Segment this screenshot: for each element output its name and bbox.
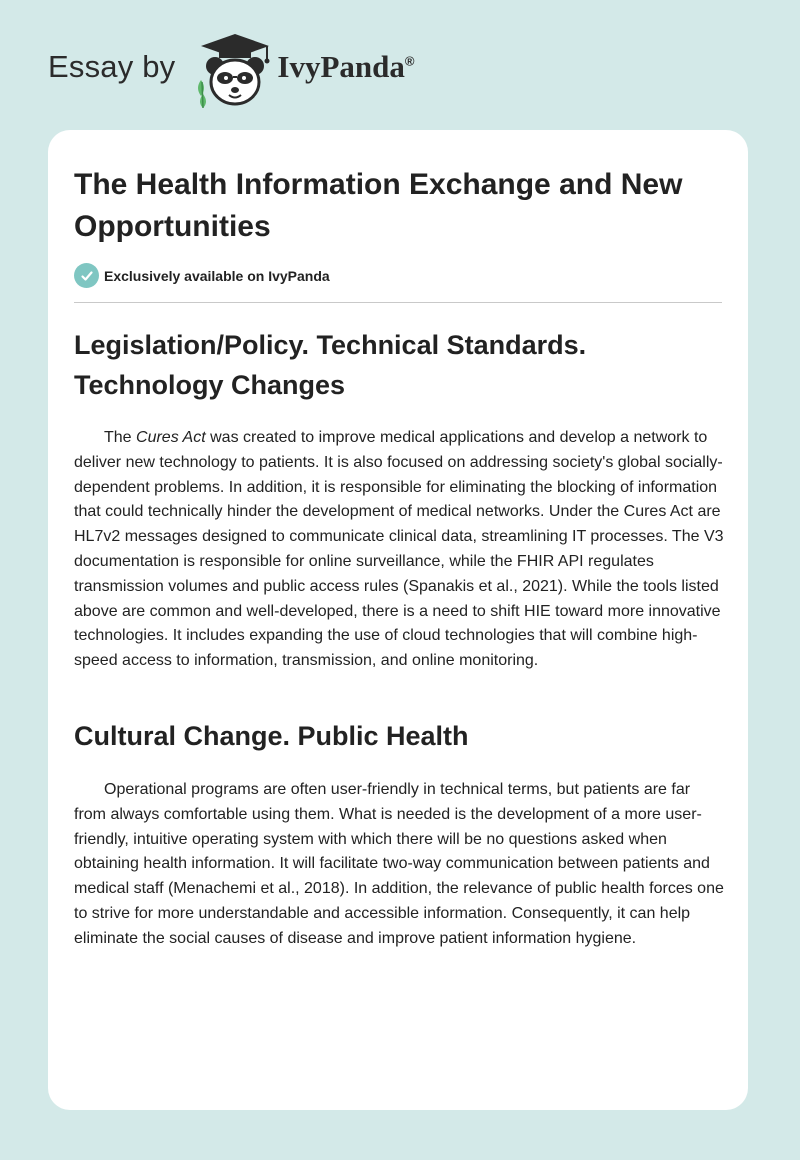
page-title: The Health Information Exchange and New Opportunities [74, 168, 683, 243]
exclusive-badge [74, 263, 330, 288]
brand-prefix: Essay by [48, 49, 176, 84]
check-icon [74, 263, 99, 288]
registered-mark: ® [404, 53, 415, 69]
section-heading-legislation: Legislation/Policy. Technical Standards. Technology Changes [74, 330, 587, 400]
exclusive-label: Exclusively available on IvyPanda [104, 267, 330, 284]
cited-act-name: Cures Act [136, 429, 206, 446]
section-paragraph-legislation [74, 426, 724, 674]
brand-name: IvyPanda® [277, 49, 415, 84]
title-divider [74, 302, 722, 303]
brand-header[interactable] [48, 30, 414, 110]
section-heading-cultural: Cultural Change. Public Health [74, 721, 469, 751]
section-paragraph-cultural: Operational programs are often user-friendly in technical terms, but patients are far from always comfortable using them. What is needed is the development of a more user-friendly, intuitive operating system with which there will be no questions asked when obtaining health information. It will facilitate two-way communication between patients and medical staff (Menachemi et al., 2018). In addition, the relevance of public health forces one to strive for more understandable and accessible information. Consequently, it can help eliminate the social causes of disease and improve patient information hygiene. [74, 781, 724, 947]
paragraph-text: was created to improve medical applications and develop a network to deliver new technology to patients. It is also focused on addressing society's global socially-dependent problems. In addition, it is responsible for eliminating the blocking of information that could technically hinder the development of medical networks. Under the Cures Act are HL7v2 messages designed to communicate clinical data, streamlining IT processes. The V3 documentation is responsible for online surveillance, while the FHIR API regulates transmission volumes and public access rules (Spanakis et al., 2021). While the tools listed above are common and well-developed, there is a need to shift HIE toward more innovative technologies. It includes expanding the use of cloud technologies that will combine high-speed access to information, transmission, and online monitoring. [74, 429, 724, 670]
paragraph-text: The [104, 429, 137, 446]
panda-graduate-icon [189, 30, 281, 110]
essay-card [48, 130, 748, 1110]
